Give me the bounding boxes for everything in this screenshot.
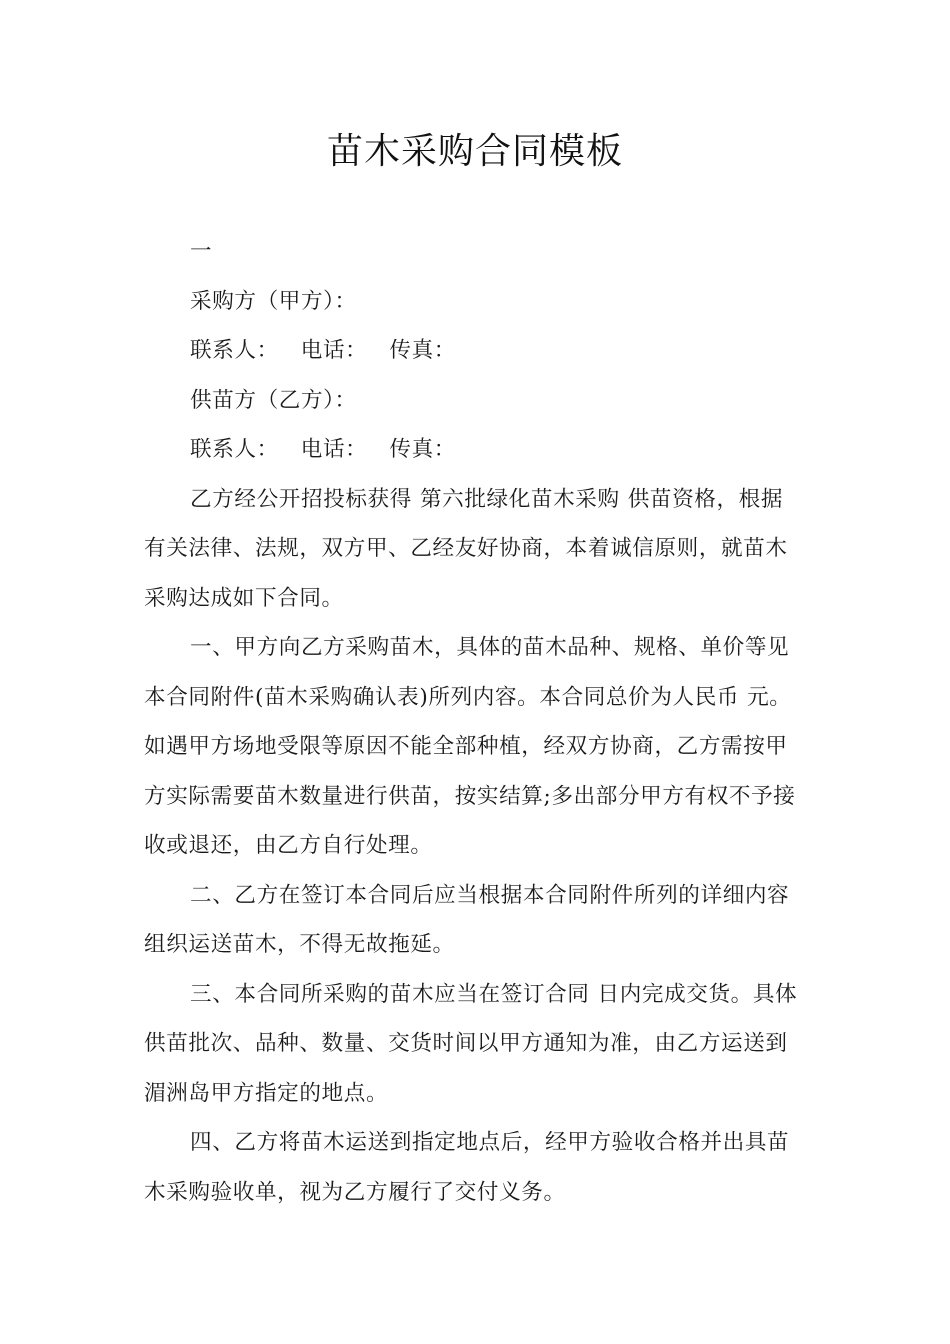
supplier-contact-line <box>144 425 804 475</box>
document-body <box>144 227 804 1217</box>
section-mark: 一 <box>190 239 213 264</box>
purchaser-line <box>144 277 804 327</box>
intro-text-1: 乙方经公开招投标获得 <box>190 486 412 512</box>
clause-1-text-2: 元。如遇甲方场地受限等原因不能全部种植，经双方协商，乙方需按甲方实际需要苗木数量进行供苗，按实结算;多出部分甲方有权不予接收或退还，由乙方自行处理。 <box>144 684 796 858</box>
document-title: 苗木采购合同模板 <box>326 131 623 172</box>
clause-4: 四、乙方将苗木运送到指定地点后，经甲方验收合格并出具苗木采购验收单，视为乙方履行了交付义务。 <box>144 1130 790 1205</box>
intro-text-3: 供苗资格，根据有关法律、法规，双方甲、乙经友好协商，本着诚信原则，就苗木采购达成如下合同。 <box>144 486 788 611</box>
intro-paragraph <box>144 475 804 624</box>
clause-1-text-1: 一、甲方向乙方采购苗木，具体的苗木品种、规格、单价等见本合同附件(苗木采购确认表)所列内容。本合同总价为人民币 <box>144 635 790 710</box>
fax-label: 传真： <box>389 437 456 462</box>
phone-label: 电话： <box>300 338 368 363</box>
clause-3 <box>144 970 804 1119</box>
contact-label: 联系人： <box>190 437 279 462</box>
purchaser-contact-line <box>144 326 804 376</box>
clause-3-text-1: 三、本合同所采购的苗木应当在签订合同 <box>190 981 590 1007</box>
phone-label: 电话： <box>300 437 368 462</box>
supplier-line <box>144 376 804 426</box>
contact-label: 联系人： <box>190 338 279 363</box>
clause-3-text-2: 日内完成交货。具体供苗批次、品种、数量、交货时间以甲方通知为准，由乙方运送到湄洲岛甲方指定的地点。 <box>144 981 798 1106</box>
fax-label: 传真： <box>389 338 456 363</box>
purchaser-label: 采购方（甲方）： <box>190 288 357 314</box>
clause-2: 二、乙方在签订本合同后应当根据本合同附件所列的详细内容组织运送苗木，不得无故拖延。 <box>144 882 790 957</box>
intro-text-2: 第六批绿化苗木采购 <box>419 486 620 512</box>
clause-1 <box>144 623 804 871</box>
supplier-label: 供苗方（乙方）： <box>190 387 357 413</box>
section-mark-line <box>144 227 804 277</box>
